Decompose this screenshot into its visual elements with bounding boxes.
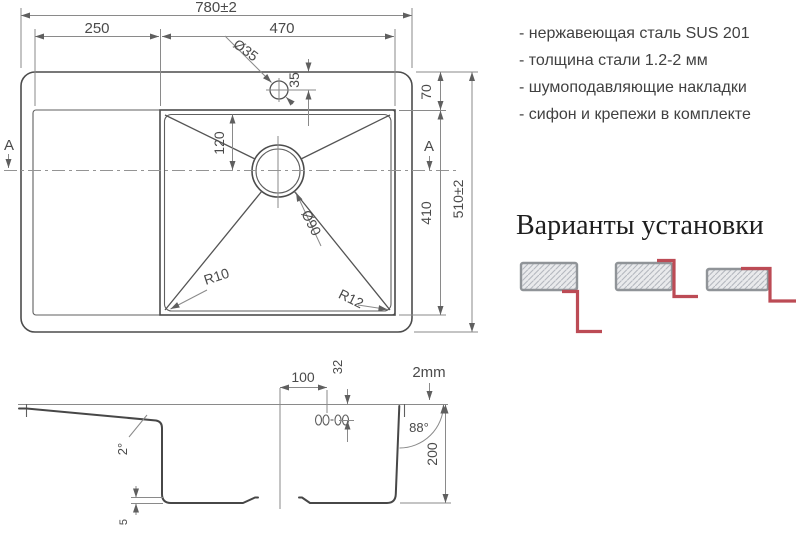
sink-section-view <box>18 360 451 525</box>
dim-ext-70-410 <box>399 72 446 315</box>
dim-label-overall-depth: 510±2 <box>450 179 466 219</box>
dim-label-wall-angle: 88° <box>409 420 429 435</box>
dim-label-slope-angle: 2° <box>115 442 130 456</box>
counter-block-1 <box>521 263 577 290</box>
dim-ext-780 <box>21 8 412 68</box>
dim-label-overall-width: 780±2 <box>195 0 237 16</box>
spec-item: - шумоподавляющие накладки <box>519 79 747 96</box>
dim-label-rim-to-bowl: 70 <box>418 84 434 100</box>
section-marker-right: A <box>423 138 435 155</box>
dim-label-faucet-hole: Ø35 <box>230 35 262 65</box>
counter-block-3 <box>707 269 768 290</box>
dim-label-bowl-width: 470 <box>269 20 295 37</box>
sink-top-view <box>4 0 478 332</box>
spec-item: - сифон и крепежи в комплекте <box>519 106 751 123</box>
spec-item: - нержавеющая сталь SUS 201 <box>519 25 750 42</box>
spec-item: - толщина стали 1.2-2 мм <box>519 52 708 69</box>
spec-list <box>519 20 751 128</box>
dim-label-bowl-length: 410 <box>418 201 434 225</box>
dim-label-overflow-depth: 32 <box>330 359 345 375</box>
dim-label-drain-hole: Ø90 <box>298 207 325 239</box>
counter-block-2 <box>616 263 672 290</box>
dim-label-overflow-offset: 100 <box>291 369 315 385</box>
installation-title: Варианты установки <box>516 210 764 241</box>
dim-ext-250-470 <box>35 29 395 106</box>
section-marker-left: A <box>3 137 15 154</box>
dim-label-faucet-offset: 35 <box>286 72 302 88</box>
leader-r12 <box>358 305 388 310</box>
leader-r10 <box>171 290 208 309</box>
dim-label-corner-radius-inner: R10 <box>201 264 232 288</box>
dim-label-left-section: 250 <box>84 20 110 37</box>
dim-label-bowl-center: 120 <box>211 131 227 155</box>
dim-label-step: 5 <box>118 518 130 526</box>
sink-profile-undermount <box>562 292 602 332</box>
installation-variants <box>521 261 796 332</box>
dim-label-corner-radius-outer: R12 <box>336 285 367 312</box>
dim-label-bowl-depth: 200 <box>424 442 440 466</box>
dim-label-steel-thickness: 2mm <box>412 364 446 381</box>
leader-faucet-hole-2 <box>286 97 293 104</box>
profile-left <box>19 409 258 504</box>
